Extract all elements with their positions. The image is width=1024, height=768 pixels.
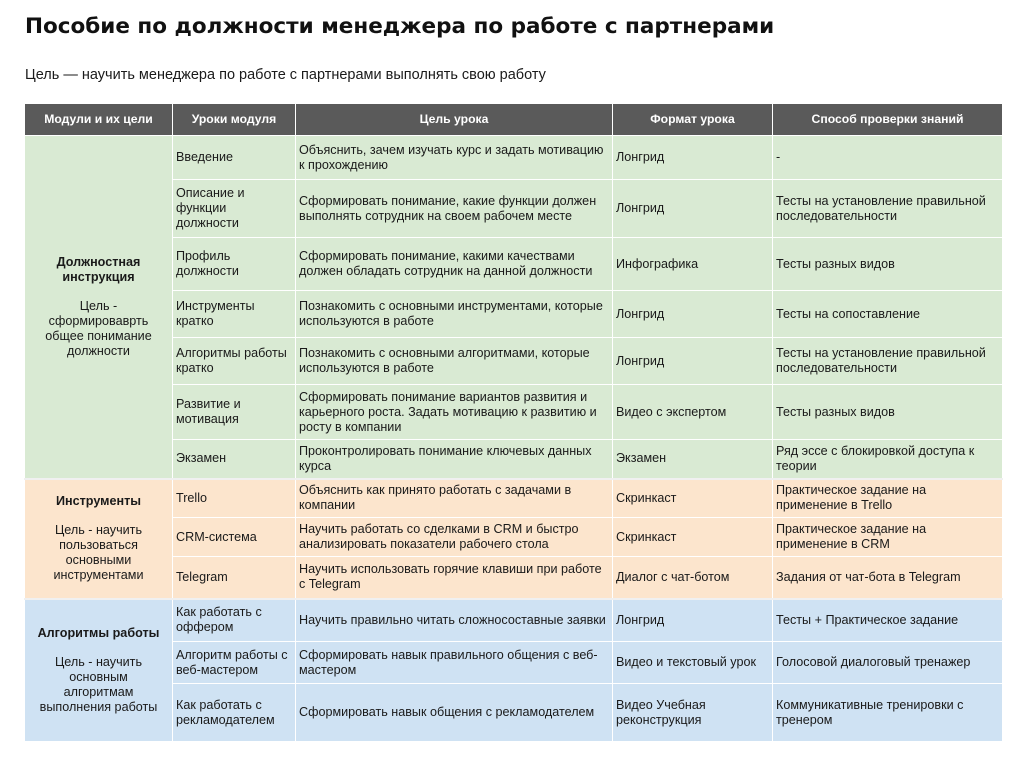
lesson-goal: Проконтролировать понимание ключевых данных курса [296,440,613,479]
lesson-name: Алгоритм работы с веб-мастером [173,642,296,684]
module-title: Должностная инструкция [56,254,141,284]
table-row [25,479,1003,518]
lesson-name: Как работать с рекламодателем [173,684,296,742]
lesson-format: Инфографика [613,238,773,291]
lesson-format: Видео с экспертом [613,385,773,440]
lesson-name: Профиль должности [173,238,296,291]
header-lesson-format: Формат урока [613,104,773,136]
lesson-check: Голосовой диалоговый тренажер [773,642,1003,684]
lesson-format: Лонгрид [613,291,773,338]
lesson-format: Лонгрид [613,599,773,642]
lesson-check: Тесты на установление правильной последовательности [773,180,1003,238]
lesson-goal: Познакомить с основными инструментами, которые используются в работе [296,291,613,338]
lesson-goal: Сформировать понимание вариантов развития и карьерного роста. Задать мотивацию к развитию и росту в компании [296,385,613,440]
module-cell-job-description [25,136,173,479]
lesson-name: Развитие и мотивация [173,385,296,440]
lesson-format: Лонгрид [613,180,773,238]
lesson-name: CRM-система [173,518,296,557]
lesson-goal: Научить использовать горячие клавиши при работе с Telegram [296,557,613,599]
lesson-goal: Научить правильно читать сложносоставные заявки [296,599,613,642]
module-title: Алгоритмы работы [37,625,160,640]
lesson-format: Скринкаст [613,518,773,557]
header-lessons: Уроки модуля [173,104,296,136]
lesson-format: Лонгрид [613,136,773,180]
table-row [25,599,1003,642]
lesson-goal: Объяснить, зачем изучать курс и задать мотивацию к прохождению [296,136,613,180]
lesson-goal: Сформировать понимание, какими качествами должен обладать сотрудник на данной должности [296,238,613,291]
lesson-format: Диалог с чат-ботом [613,557,773,599]
lesson-check: Тесты на сопоставление [773,291,1003,338]
table-row [25,136,1003,180]
lesson-goal: Объяснить как принято работать с задачами в компании [296,479,613,518]
lesson-name: Инструменты кратко [173,291,296,338]
module-cell-algorithms [25,599,173,742]
module-goal: Цель - научить основным алгоритмам выполнения работы [39,654,158,714]
table-header-row [25,104,1003,136]
lesson-check: - [773,136,1003,180]
lesson-check: Тесты разных видов [773,385,1003,440]
lesson-name: Введение [173,136,296,180]
lesson-check: Коммуникативные тренировки с тренером [773,684,1003,742]
lesson-name: Алгоритмы работы кратко [173,338,296,385]
lesson-check: Практическое задание на применение в Trello [773,479,1003,518]
lesson-goal: Познакомить с основными алгоритмами, которые используются в работе [296,338,613,385]
module-goal: Цель - научить пользоваться основными инструментами [53,523,144,582]
lesson-check: Ряд эссе с блокировкой доступа к теории [773,440,1003,479]
module-cell-tools [25,479,173,599]
lesson-check: Тесты на установление правильной последовательности [773,338,1003,385]
lesson-format: Скринкаст [613,479,773,518]
lesson-format: Видео и текстовый урок [613,642,773,684]
lesson-goal: Сформировать навык общения с рекламодателем [296,684,613,742]
header-modules: Модули и их цели [25,104,173,136]
header-lesson-goal: Цель урока [296,104,613,136]
lesson-format: Видео Учебная реконструкция [613,684,773,742]
lesson-goal: Научить работать со сделками в CRM и быстро анализировать показатели рабочего стола [296,518,613,557]
lesson-check: Практическое задание на применение в CRM [773,518,1003,557]
lesson-name: Экзамен [173,440,296,479]
lesson-check: Тесты разных видов [773,238,1003,291]
lesson-goal: Сформировать навык правильного общения с веб-мастером [296,642,613,684]
lesson-name: Как работать с оффером [173,599,296,642]
course-table [24,103,1003,742]
page-title: Пособие по должности менеджера по работе с партнерами [25,14,775,39]
module-goal: Цель - сформироваврть общее понимание должности [45,298,152,358]
lesson-name: Telegram [173,557,296,599]
lesson-format: Экзамен [613,440,773,479]
header-check-method: Способ проверки знаний [773,104,1003,136]
lesson-check: Задания от чат-бота в Telegram [773,557,1003,599]
lesson-format: Лонгрид [613,338,773,385]
lesson-name: Trello [173,479,296,518]
lesson-goal: Сформировать понимание, какие функции должен выполнять сотрудник на своем рабочем месте [296,180,613,238]
module-title: Инструменты [55,494,142,508]
lesson-check: Тесты + Практическое задание [773,599,1003,642]
page-subtitle: Цель — научить менеджера по работе с партнерами выполнять свою работу [25,67,546,83]
lesson-name: Описание и функции должности [173,180,296,238]
